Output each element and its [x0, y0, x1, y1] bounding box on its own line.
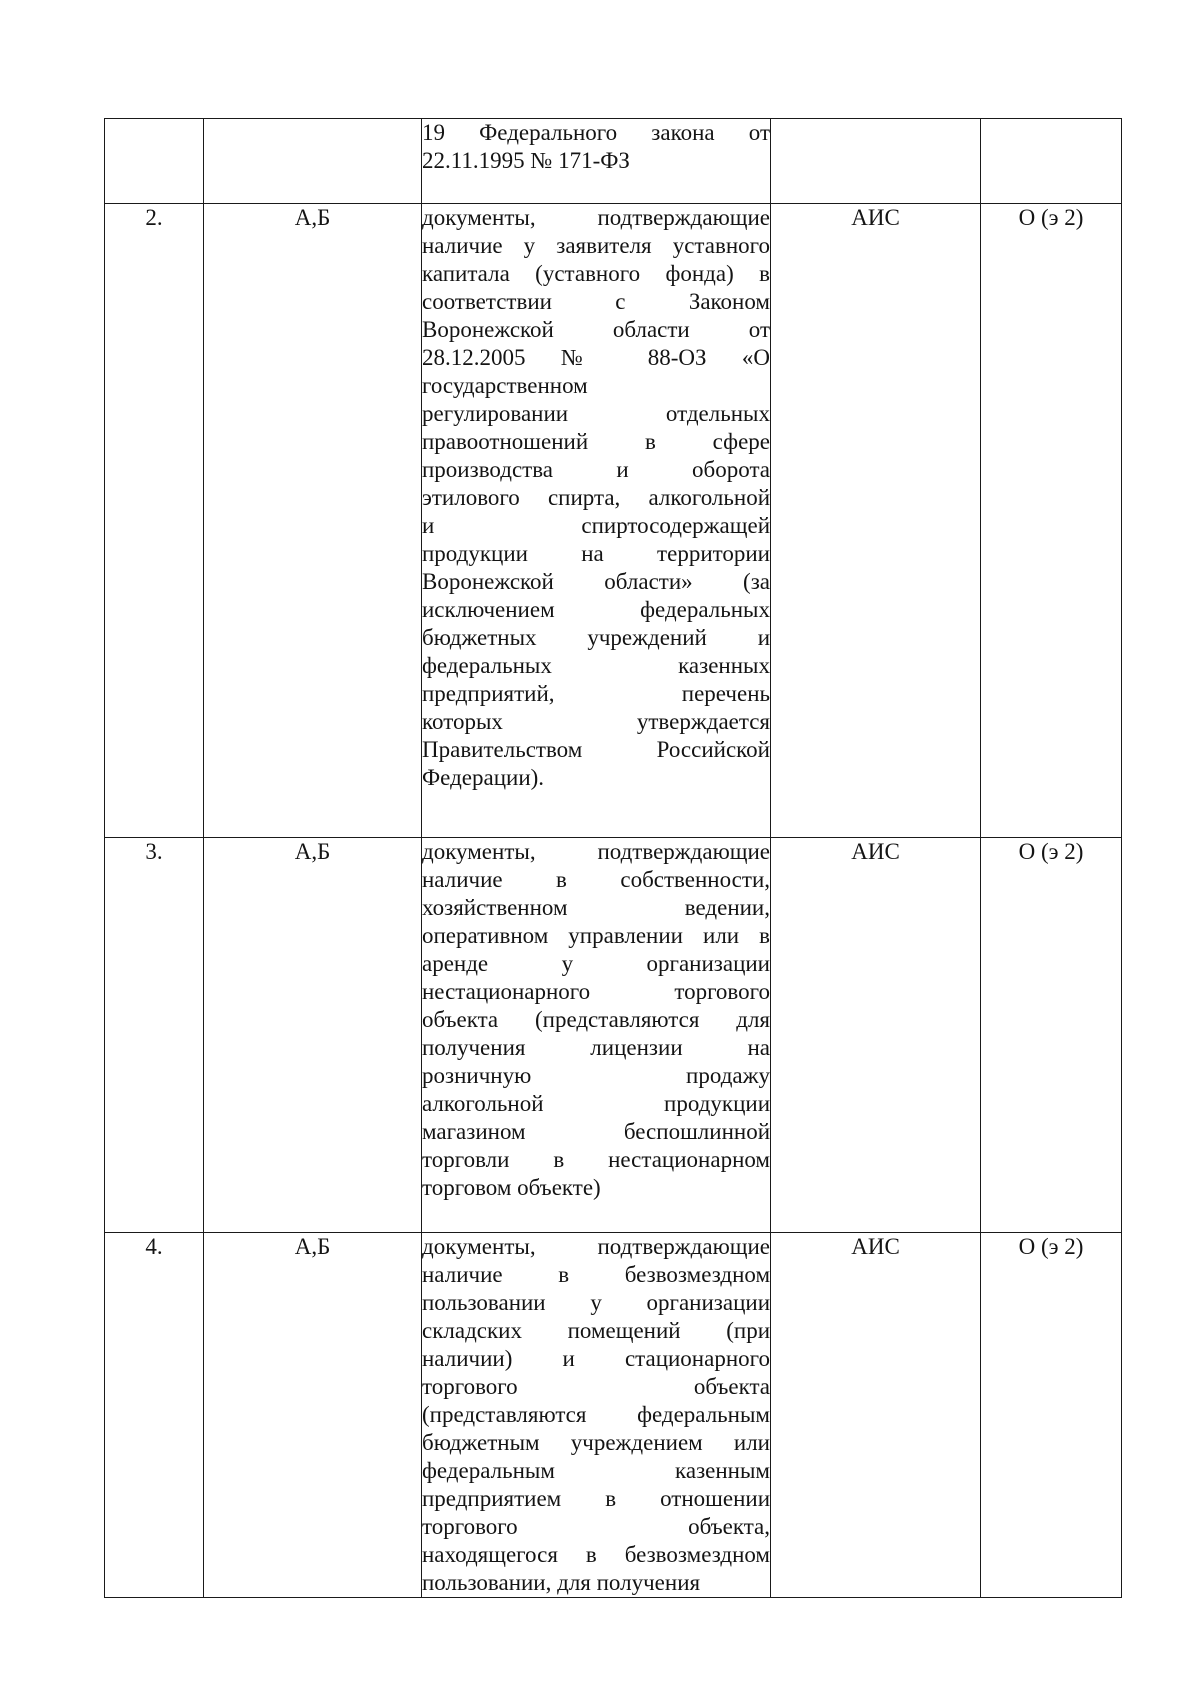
description-line: аренде у организации — [422, 951, 770, 976]
description-text — [422, 1233, 770, 1597]
description-line: которых утверждается — [422, 709, 770, 734]
table-row — [105, 119, 1122, 204]
description-cell — [422, 119, 771, 204]
description-line: наличие у заявителя уставного — [422, 233, 770, 258]
description-line: торговли в нестационарном — [422, 1147, 770, 1172]
description-line: федеральных казенных — [422, 653, 770, 678]
description-line: документы, подтверждающие — [422, 1234, 770, 1259]
description-line: хозяйственном ведении, — [422, 895, 770, 920]
description-line: наличии) и стационарного — [422, 1346, 770, 1371]
description-line: Воронежской области» (за — [422, 569, 770, 594]
row-number-cell: 4. — [105, 1233, 204, 1598]
description-line: наличие в собственности, — [422, 867, 770, 892]
status-cell: О (э 2) — [981, 838, 1122, 1233]
category-cell: А,Б — [204, 838, 422, 1233]
table-row — [105, 838, 1122, 1233]
description-line: торгового объекта, — [422, 1514, 770, 1539]
description-line: магазином беспошлинной — [422, 1119, 770, 1144]
description-line: предприятием в отношении — [422, 1486, 770, 1511]
description-line: наличие в безвозмездном — [422, 1262, 770, 1287]
description-text — [422, 838, 770, 1202]
description-cell — [422, 1233, 771, 1598]
requirements-table — [104, 118, 1122, 1598]
description-line: федеральным казенным — [422, 1458, 770, 1483]
category-cell: А,Б — [204, 1233, 422, 1598]
description-line: получения лицензии на — [422, 1035, 770, 1060]
description-line: документы, подтверждающие — [422, 205, 770, 230]
description-line: бюджетным учреждением или — [422, 1430, 770, 1455]
description-line: нестационарного торгового — [422, 979, 770, 1004]
description-line: Правительством Российской — [422, 737, 770, 762]
description-line: (представляются федеральным — [422, 1402, 770, 1427]
status-cell: О (э 2) — [981, 1233, 1122, 1598]
description-line: бюджетных учреждений и — [422, 625, 770, 650]
description-line: и спиртосодержащей — [422, 513, 770, 538]
row-number-cell: 3. — [105, 838, 204, 1233]
description-line: производства и оборота — [422, 457, 770, 482]
description-text — [422, 119, 770, 175]
description-line: торгового объекта — [422, 1374, 770, 1399]
description-line: регулировании отдельных — [422, 401, 770, 426]
row-number-cell: 2. — [105, 204, 204, 838]
source-cell: АИС — [771, 838, 981, 1233]
description-line: пользовании у организации — [422, 1290, 770, 1315]
description-line: розничную продажу — [422, 1063, 770, 1088]
description-text — [422, 204, 770, 792]
description-line: правоотношений в сфере — [422, 429, 770, 454]
description-cell — [422, 838, 771, 1233]
category-cell — [204, 119, 422, 204]
status-cell — [981, 119, 1122, 204]
description-line: 28.12.2005 № 88-ОЗ «О — [422, 345, 770, 370]
source-cell: АИС — [771, 204, 981, 838]
description-line: исключением федеральных — [422, 597, 770, 622]
description-line: Воронежской области от — [422, 317, 770, 342]
description-line: документы, подтверждающие — [422, 839, 770, 864]
description-line: Федерации). — [422, 765, 545, 790]
description-line: объекта (представляются для — [422, 1007, 770, 1032]
source-cell — [771, 119, 981, 204]
description-line: находящегося в безвозмездном — [422, 1542, 770, 1567]
status-cell: О (э 2) — [981, 204, 1122, 838]
source-cell: АИС — [771, 1233, 981, 1598]
description-line: соответствии с Законом — [422, 289, 770, 314]
description-line: оперативном управлении или в — [422, 923, 770, 948]
description-cell — [422, 204, 771, 838]
description-line: предприятий, перечень — [422, 681, 770, 706]
category-cell: А,Б — [204, 204, 422, 838]
description-line: торговом объекте) — [422, 1175, 601, 1200]
description-line: складских помещений (при — [422, 1318, 770, 1343]
row-number-cell — [105, 119, 204, 204]
description-line: государственном — [422, 373, 588, 398]
description-line: 22.11.1995 № 171-ФЗ — [422, 148, 630, 173]
description-line: этилового спирта, алкогольной — [422, 485, 770, 510]
description-line: продукции на территории — [422, 541, 770, 566]
description-line: пользовании, для получения — [422, 1570, 701, 1595]
description-line: алкогольной продукции — [422, 1091, 770, 1116]
table-row — [105, 1233, 1122, 1598]
table-row — [105, 204, 1122, 838]
description-line: 19 Федерального закона от — [422, 120, 770, 145]
description-line: капитала (уставного фонда) в — [422, 261, 770, 286]
